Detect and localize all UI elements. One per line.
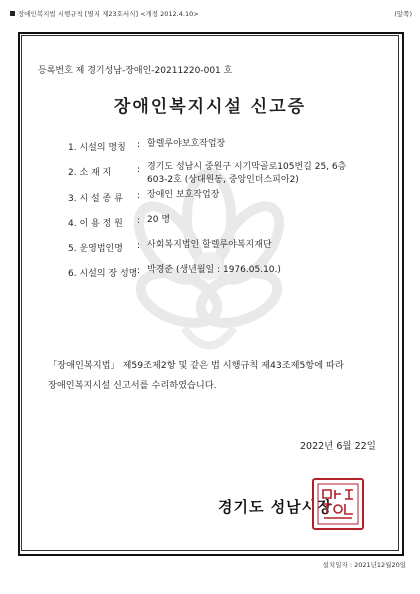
body-text-line1: 「장애인복지법」 제59조제2항 및 같은 법 시행규칙 제43조제5항에 따라 bbox=[48, 360, 344, 371]
colon: : bbox=[137, 165, 141, 175]
capacity-label: 4. 이 용 정 원 bbox=[68, 219, 123, 229]
operator-value: 사회복지법인 할렐루야복지재단 bbox=[147, 240, 272, 250]
operator-label: 5. 운영법인명 bbox=[68, 244, 123, 254]
registration-number: 등록번호 제 경기성남-장애인-20211220-001 호 bbox=[38, 66, 233, 76]
colon: : bbox=[137, 191, 141, 201]
page-side-label: (앞쪽) bbox=[394, 10, 412, 18]
location-value-line2: 603-2호 (상대원동, 중앙인더스피아2) bbox=[147, 175, 299, 185]
issuer-name: 경기도 성남시장 bbox=[218, 498, 333, 516]
location-label: 2. 소 재 지 bbox=[68, 168, 112, 178]
facility-type-label: 3. 시 설 종 류 bbox=[68, 194, 123, 204]
issue-date: 2022년 6월 22일 bbox=[300, 441, 376, 452]
form-reference-text: 장애인복지법 시행규칙 [별지 제23호서식] <개정 2012.4.10> bbox=[18, 10, 199, 18]
bullet-square-icon bbox=[10, 11, 15, 16]
form-reference bbox=[10, 9, 199, 18]
certificate-title: 장애인복지시설 신고증 bbox=[113, 97, 307, 117]
body-text-line2: 장애인복지시설 신고서를 수리하였습니다. bbox=[48, 380, 217, 391]
facility-name-value: 할렐루야보호작업장 bbox=[147, 139, 226, 149]
official-seal bbox=[312, 478, 364, 530]
colon: : bbox=[137, 241, 141, 251]
colon: : bbox=[137, 266, 141, 276]
location-value-line1: 경기도 성남시 중원구 시기막골로105번길 25, 6층 bbox=[147, 162, 347, 172]
facility-name-label: 1. 시설의 명칭 bbox=[68, 143, 126, 153]
colon: : bbox=[137, 216, 141, 226]
colon: : bbox=[137, 140, 141, 150]
director-label: 6. 시설의 장 성명 bbox=[68, 269, 138, 279]
facility-type-value: 장애인 보호작업장 bbox=[147, 190, 220, 200]
capacity-value: 20 명 bbox=[147, 215, 171, 225]
installation-date: 설치일자 : 2021년12월20일 bbox=[322, 561, 406, 569]
director-value: 박경준 (생년월일 : 1976.05.10.) bbox=[147, 265, 281, 275]
